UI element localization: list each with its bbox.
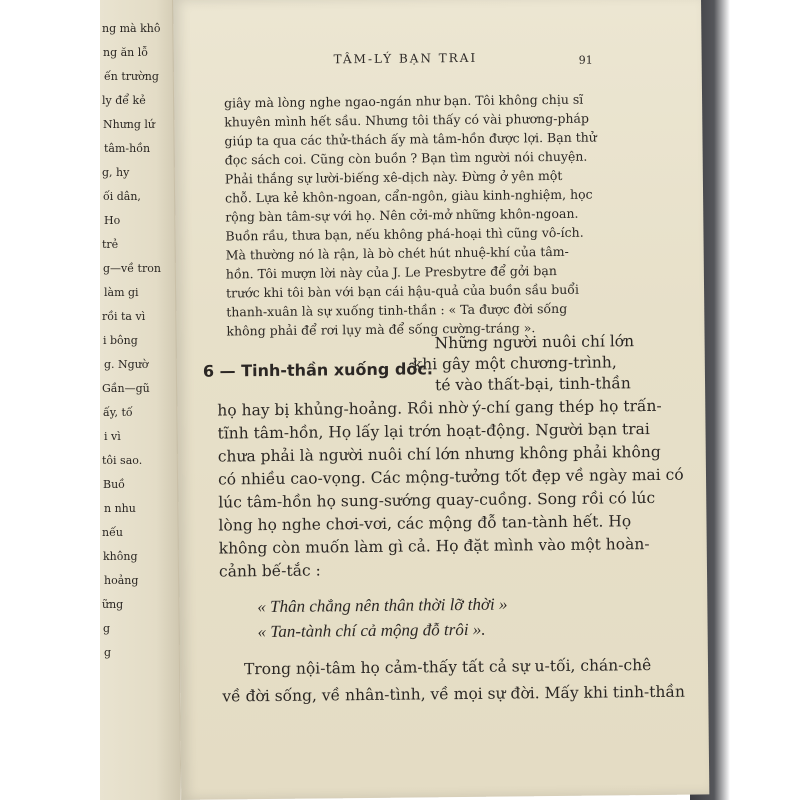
text-line: Trong nội-tâm họ cảm-thấy tất cả sự u-tối, chán-chê bbox=[243, 656, 652, 679]
text-line: rộng bàn tâm-sự với họ. Nên cởi-mở những khôn-ngoan. bbox=[225, 205, 579, 225]
left-page-fragment: nếu bbox=[102, 526, 123, 539]
text-line: về đời sống, về nhân-tình, về mọi sự đời. Mấy khi tinh-thần bbox=[222, 682, 686, 706]
left-page-fragment: hoảng bbox=[104, 574, 139, 587]
left-page-fragment: g. Ngườ bbox=[104, 358, 149, 371]
text-line: giây mà lòng nghe ngao-ngán như bạn. Tôi không chịu sĩ bbox=[224, 91, 584, 111]
page-header bbox=[174, 44, 702, 70]
text-line: giúp ta qua các thử-thách ấy mà tâm-hồn được lợi. Bạn thử bbox=[224, 129, 597, 149]
side-text-line: té vào thất-bại, tinh-thần bbox=[434, 374, 631, 395]
left-page-fragment: ấy, tố bbox=[103, 406, 133, 419]
left-page-fragment: làm gi bbox=[104, 286, 139, 299]
left-page-fragment: tâm-hồn bbox=[104, 142, 151, 155]
left-page-fragment: ối dân, bbox=[103, 190, 141, 203]
left-page-fragment: Nhưng lứ bbox=[103, 118, 156, 131]
left-page-fragment: i bông bbox=[103, 334, 138, 347]
left-page-fragment: g bbox=[104, 646, 112, 659]
text-line: họ hay bị khủng-hoảng. Rồi nhờ ý-chí gang thép họ trấn- bbox=[217, 396, 662, 420]
text-line: có nhiều cao-vọng. Các mộng-tưởng tốt đẹp về ngày mai có bbox=[217, 465, 684, 489]
left-page-fragment: g—về tron bbox=[103, 262, 161, 275]
left-page-fragment: Buồ bbox=[103, 478, 125, 491]
text-line: không phải để rơi lụy mà để sống cường-tráng ». bbox=[226, 320, 536, 339]
section-heading: 6 — Tinh-thần xuống dốc. bbox=[202, 359, 433, 381]
side-text-line: Những người nuôi chí lớn bbox=[434, 332, 635, 353]
text-line: thanh-xuân là sự xuống tinh-thần : « Ta được đời sống bbox=[226, 300, 568, 320]
left-page-fragment: tôi sao. bbox=[102, 454, 143, 467]
left-page-fragment: ng ăn lỗ bbox=[103, 46, 149, 59]
text-line: chỗ. Lựa kẻ khôn-ngoan, cẩn-ngôn, giàu kinh-nghiệm, học bbox=[224, 186, 593, 206]
text-line: trước khi tôi bàn với bạn cái hậu-quả của buồn sầu buổi bbox=[225, 281, 579, 301]
running-header: TÂM-LÝ BẠN TRAI bbox=[333, 50, 478, 67]
text-line: khuyên mình hết sầu. Nhưng tôi thấy có vài phương-pháp bbox=[224, 110, 589, 130]
text-line: không còn muốn làm gì cả. Họ đặt mình vào một hoàn- bbox=[218, 535, 650, 558]
left-page-fragment: Ho bbox=[104, 214, 121, 227]
text-line: Buồn rầu, thưa bạn, nếu không phá-hoại thì cũng vô-ích. bbox=[225, 224, 584, 244]
quote-line: « Thân chẳng nên thân thời lỡ thời » bbox=[257, 594, 508, 617]
text-line: cảnh bế-tắc : bbox=[218, 561, 321, 581]
left-page-fragment: g bbox=[103, 622, 111, 635]
left-page-fragment: trẻ bbox=[102, 238, 119, 251]
left-page-fragment: không bbox=[103, 550, 138, 563]
text-line: chưa phải là người nuôi chí lớn nhưng không phải không bbox=[217, 442, 661, 466]
left-page-fragment: ly để kẻ bbox=[102, 94, 146, 107]
left-page-fragment: n nhu bbox=[104, 502, 136, 515]
left-page-fragment: g, hy bbox=[102, 166, 130, 179]
text-line: Mà thường nó là rận, là bò chét hút nhuệ-khí của tâm- bbox=[225, 243, 569, 263]
text-line: Phải thắng sự lười-biếng xê-dịch này. Đừng ở yên một bbox=[224, 167, 563, 187]
left-page-fragment: rồi ta vì bbox=[102, 310, 146, 323]
text-line: đọc sách coi. Cũng còn buồn ? Bạn tìm người nói chuyện. bbox=[224, 148, 588, 168]
left-page-fragment: i vì bbox=[104, 430, 121, 443]
text-line: tĩnh tâm-hồn, Họ lấy lại trớn hoạt-động. Người bạn trai bbox=[217, 420, 650, 443]
left-page-fragment: Gần—gũ bbox=[102, 382, 150, 395]
left-page-fragment: ến trường bbox=[104, 70, 159, 83]
text-line: hồn. Tôi mượn lời này của J. Le Presbytre để gởi bạn bbox=[225, 262, 557, 282]
book-page bbox=[172, 0, 709, 800]
side-text-line: khi gây một chương-trình, bbox=[412, 353, 617, 374]
text-line: lúc tâm-hồn họ sung-sướng quay-cuồng. Song rồi có lúc bbox=[218, 488, 656, 512]
page-number: 91 bbox=[578, 53, 593, 67]
left-page-edge bbox=[100, 0, 180, 800]
quote-line: « Tan-tành chí cả mộng đỗ trôi ». bbox=[257, 619, 486, 642]
left-page-fragment: ng mà khô bbox=[102, 22, 161, 35]
text-line: lòng họ nghe chơi-vơi, các mộng đỗ tan-tành hết. Họ bbox=[218, 512, 632, 535]
left-page-fragment: ững bbox=[102, 598, 124, 611]
